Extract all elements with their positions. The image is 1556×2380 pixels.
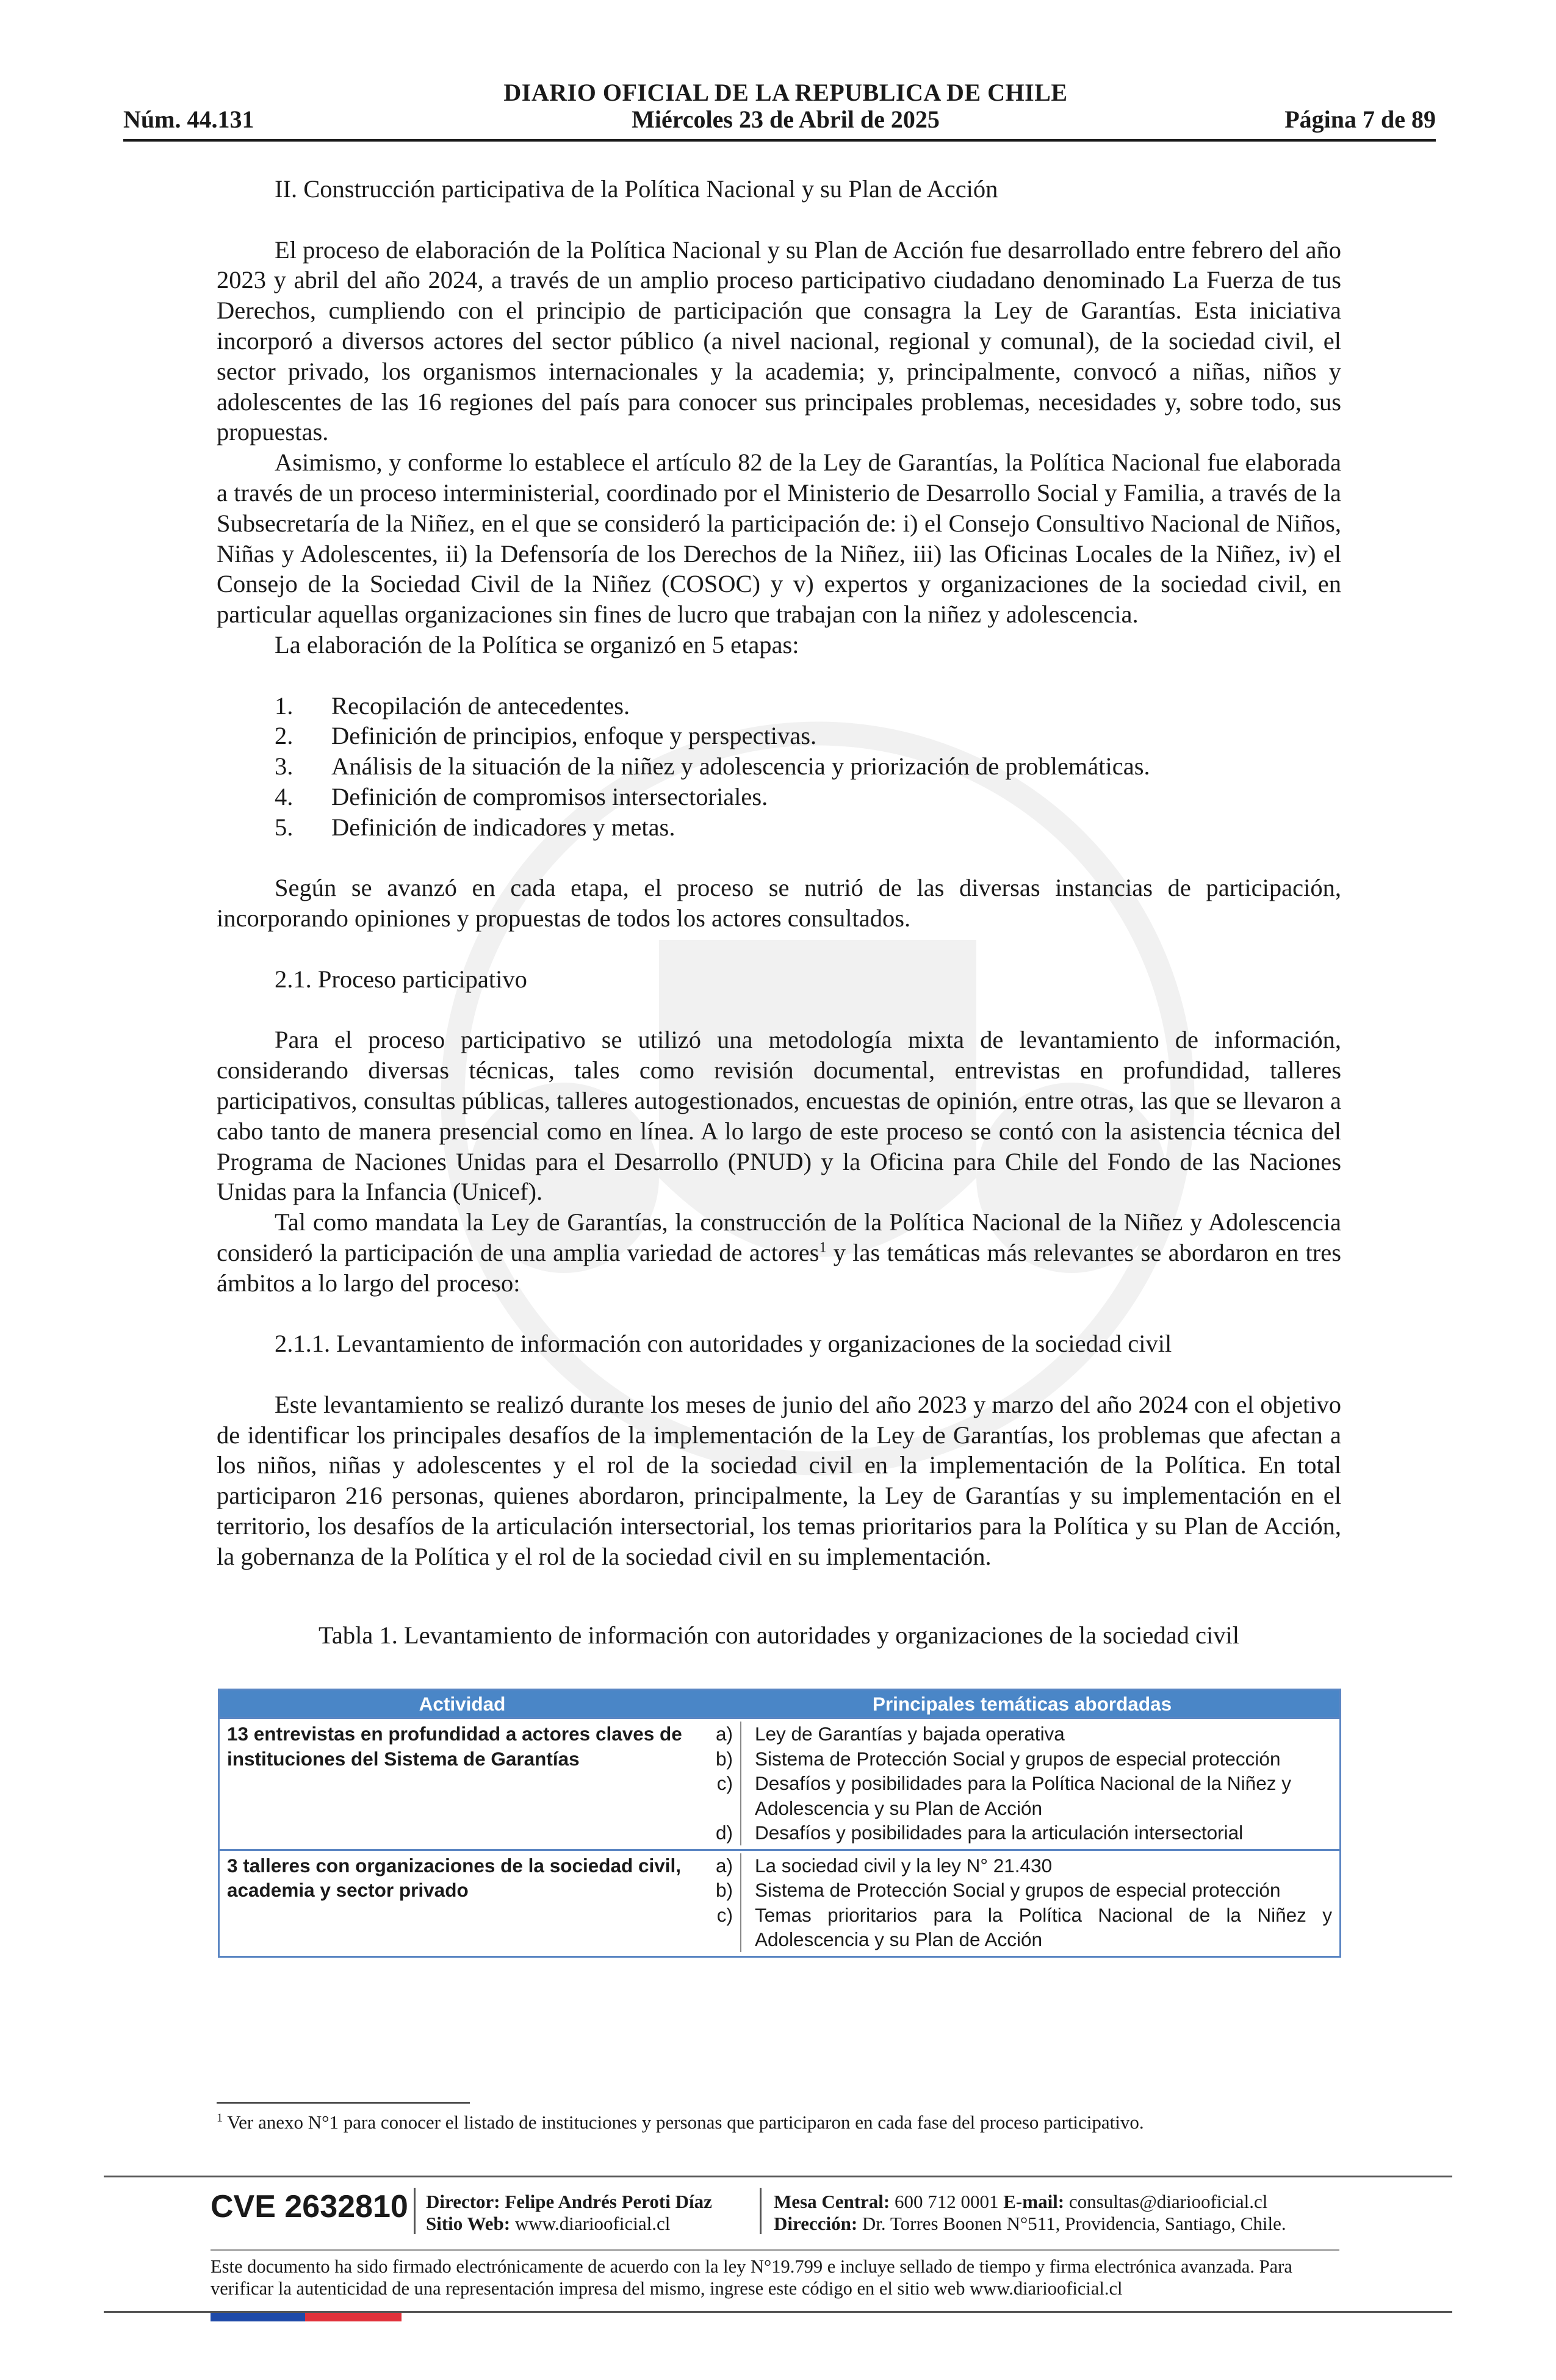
stages-list	[217, 691, 1341, 843]
footnote-divider	[217, 2102, 470, 2104]
document-body	[217, 174, 1341, 1572]
website-link[interactable]: www.diariooficial.cl	[514, 2213, 671, 2234]
paragraph-1: El proceso de elaboración de la Política Nacional y su Plan de Acción fue desarrollado entre febrero del año 2023 y abril del año 2024, a través de un amplio proceso participativo ciudadano denominado La Fuerza de tus Derechos, cumpliendo con el principio de participación que consagra la Ley de Garantías. Esta iniciativa incorporó a diversos actores del sector público (a nivel nacional, regional y comunal), de la sociedad civil, el sector privado, los organismos internacionales y la academia; y, principalmente, convocó a niñas, niños y adolescentes de las 16 regiones del país para conocer sus principales problemas, necesidades y, sobre todo, sus propuestas.	[217, 236, 1341, 446]
section-title: II. Construcción participativa de la Política Nacional y su Plan de Acción	[275, 175, 998, 203]
list-item: 5. Definición de indicadores y metas.	[275, 813, 675, 841]
paragraph-7: Este levantamiento se realizó durante los meses de junio del año 2023 y marzo del año 2024 con el objetivo de identificar los principales desafíos de la implementación de la Ley de Garantías, los problemas que afectan a los niños, niñas y adolescentes y el rol de la sociedad civil en la implementación de la Política. En total participaron 216 personas, quienes abordaron, principalmente, la Ley de Garantías y su implementación en el territorio, los desafíos de la articulación intersectorial, los temas prioritarios para la Política y su Plan de Acción, la gobernanza de la Política y el rol de la sociedad civil en su implementación.	[217, 1390, 1341, 1570]
activity-cell: 3 talleres con organizaciones de la sociedad civil, academia y sector privado	[227, 1854, 682, 1901]
activity-cell: 13 entrevistas en profundidad a actores claves de instituciones del Sistema de Garantías	[227, 1723, 682, 1770]
cve-code: CVE 2632810	[211, 2189, 408, 2224]
paragraph-5: Para el proceso participativo se utilizó una metodología mixta de levantamiento de información, considerando diversas técnicas, tales como revisión documental, entrevistas en profundidad, talleres participativos, consultas públicas, talleres autogestionados, encuestas de opinión, entre otras, las que se llevaron a cabo tanto de manera presencial como en línea. A lo largo de este proceso se contó con la asistencia técnica del Programa de Naciones Unidas para el Desarrollo (PNUD) y la Oficina para Chile del Fondo de las Naciones Unidas para la Infancia (Unicef).	[217, 1026, 1341, 1206]
paragraph-4: Según se avanzó en cada etapa, el proceso se nutrió de las diversas instancias de participación, incorporando opiniones y propuestas de todos los actores consultados.	[217, 874, 1341, 932]
footnote: $^1$ Ver anexo N°1 para conocer el listado de instituciones y personas que participaron en cada fase del proceso participativo.	[217, 2111, 1144, 2133]
table-row	[220, 1717, 1339, 1849]
email-link[interactable]: consultas@diariooficial.cl	[1068, 2191, 1268, 2212]
paragraph-2: Asimismo, y conforme lo establece el artículo 82 de la Ley de Garantías, la Política Nacional fue elaborada a través de un proceso interministerial, coordinado por el Ministerio de Desarrollo Social y Familia, a través de la Subsecretaría de la Niñez, en el que se consideró la participación de: i) el Consejo Consultivo Nacional de Niños, Niñas y Adolescentes, ii) la Defensoría de los Derechos de la Niñez, iii) las Oficinas Locales de la Niñez, iv) el Consejo de la Sociedad Civil de la Niñez (COSOC) y v) expertos y organizaciones de la sociedad civil, en particular aquellas organizaciones sin fines de lucro que trabajan con la niñez y adolescencia.	[217, 449, 1341, 629]
column-header-topics: Principales temáticas abordadas	[872, 1693, 1172, 1715]
header-divider	[123, 139, 1436, 142]
footer-divider-mid	[211, 2249, 1339, 2251]
topics-cell: a) La sociedad civil y la ley N° 21.430 b) Sistema de Protección Social y grupos de especial protección c) Temas prioritarios para la Política Nacional de la Niñez y Adolescencia y su Plan de Acción	[705, 1851, 1339, 1956]
footer-director-block: Director: Felipe Andrés Peroti Díaz Sitio Web: www.diariooficial.cl	[426, 2191, 712, 2234]
list-item: 1. Recopilación de antecedentes.	[275, 691, 630, 719]
column-header-activity: Actividad	[419, 1693, 506, 1715]
footer-separator	[414, 2188, 416, 2234]
list-item: 2. Definición de principios, enfoque y perspectivas.	[275, 722, 817, 750]
footer-contact-block: Mesa Central: 600 712 0001 E-mail: consultas@diariooficial.cl Dirección: Dr. Torres Boonen N°511, Providencia, Santiago, Chile.	[774, 2191, 1286, 2234]
table-header	[220, 1690, 1339, 1717]
subsection-title-2-1-1: 2.1.1. Levantamiento de información con autoridades y organizaciones de la sociedad civil	[275, 1330, 1172, 1358]
table-row	[220, 1849, 1339, 1956]
issue-date: Miércoles 23 de Abril de 2025	[632, 106, 940, 133]
list-item: 3. Análisis de la situación de la niñez y adolescencia y priorización de problemáticas.	[275, 752, 1150, 781]
flag-stripe-red	[305, 2313, 402, 2321]
page-indicator: Página 7 de 89	[1284, 106, 1436, 133]
footer-separator	[760, 2188, 762, 2234]
table-caption: Tabla 1. Levantamiento de información con autoridades y organizaciones de la sociedad civil	[319, 1621, 1239, 1649]
paragraph-6: Tal como mandata la Ley de Garantías, la construcción de la Política Nacional de la Niñez y Adolescencia consideró la participación de una amplia variedad de actores$^1$ y las temáticas más relevantes se abordaron en tres ámbitos a lo largo del proceso:	[217, 1208, 1341, 1297]
footer-divider-top	[104, 2176, 1452, 2177]
list-item: 4. Definición de compromisos intersectoriales.	[275, 782, 768, 810]
paragraph-3: La elaboración de la Política se organizó en 5 etapas:	[275, 630, 799, 658]
newspaper-title: DIARIO OFICIAL DE LA REPUBLICA DE CHILE	[503, 79, 1068, 106]
topics-cell: a) Ley de Garantías y bajada operativa b) Sistema de Protección Social y grupos de especial protección c) Desafíos y posibilidades para la Política Nacional de la Niñez y Adolescencia y su Plan de Acción d) Desafíos y posibilidades para la articulación intersectorial	[705, 1719, 1339, 1849]
activities-table	[218, 1689, 1341, 1958]
legal-notice: Este documento ha sido firmado electrónicamente de acuerdo con la ley N°19.799 e incluye sellado de tiempo y firma electrónica avanzada. Para verificar la autenticidad de una representación impresa del mismo, ingrese este código en el sitio web www.diariooficial.cl	[211, 2256, 1292, 2299]
subsection-title-2-1: 2.1. Proceso participativo	[275, 965, 527, 993]
footnote-ref: 1	[819, 1239, 827, 1256]
flag-stripe-blue	[211, 2313, 305, 2321]
issue-number: Núm. 44.131	[123, 106, 254, 133]
